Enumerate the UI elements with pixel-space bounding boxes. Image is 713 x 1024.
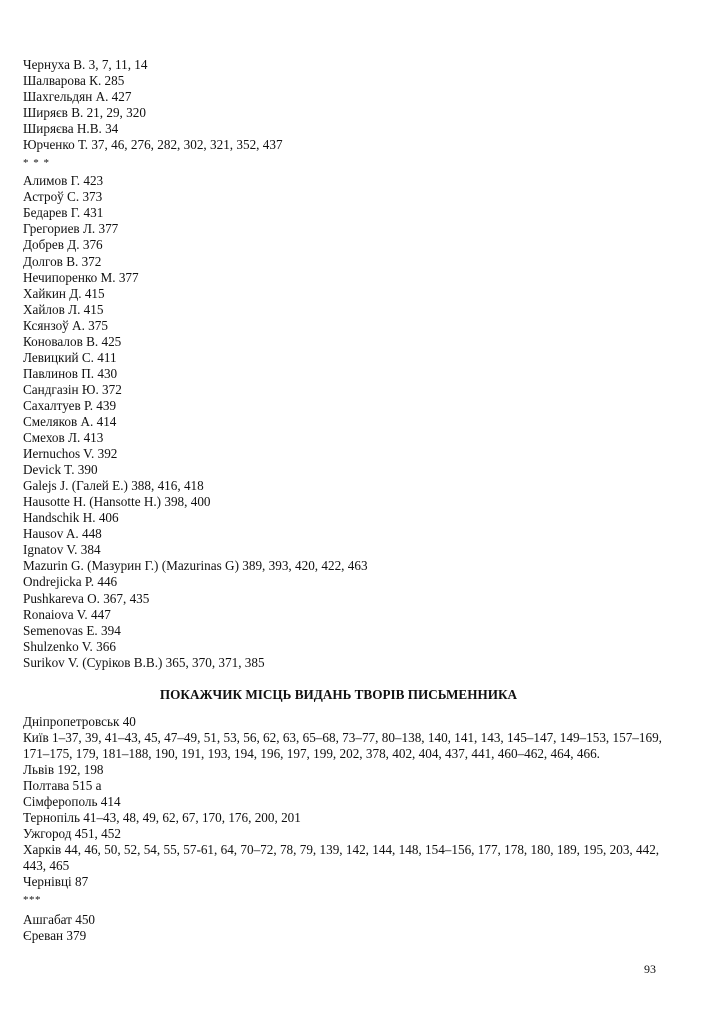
place-entry: Харків 44, 46, 50, 52, 54, 55, 57-61, 64, 70–72, 78, 79, 139, 142, 144, 148, 154–156, 177, 178, 180, 189, 195, 203, 442, 443, 465 (23, 842, 660, 874)
index-entry: Сандгазін Ю. 372 (23, 381, 122, 397)
index-entry: Чернуха В. 3, 7, 11, 14 (23, 57, 148, 72)
index-entry: Ronaiova V. 447 (23, 606, 111, 622)
index-entry: Ширяєв В. 21, 29, 320 (23, 105, 146, 121)
index-entry: Иernuchos V. 392 (23, 446, 118, 462)
index-entry: Хайлов Л. 415 (23, 301, 104, 317)
index-entry: Добрев Д. 376 (23, 237, 103, 253)
index-entry: Хайкин Д. 415 (23, 285, 105, 301)
page-number: 93 (644, 962, 656, 976)
places-list-b (23, 912, 663, 944)
index-entry: Pushkareva O. 367, 435 (23, 590, 150, 606)
index-entry: Коновалов В. 425 (23, 333, 122, 349)
index-entry: Шахгельдян А. 427 (23, 89, 132, 105)
index-entry: Handschik H. 406 (23, 510, 119, 526)
index-entry: Смехов Л. 413 (23, 430, 104, 446)
section-separator: *** (23, 894, 41, 907)
index-entry: Ксянзоў А. 375 (23, 317, 108, 333)
index-entry: Shulzenko V. 366 (23, 638, 116, 654)
index-entry: Астроў С. 373 (23, 189, 103, 205)
index-entry: Юрченко Т. 37, 46, 276, 282, 302, 321, 352, 437 (23, 137, 283, 153)
names-list-b (23, 173, 663, 670)
place-entry: Львів 192, 198 (23, 761, 104, 777)
index-entry: Шалварова К. 285 (23, 73, 125, 89)
index-entry: Surikov V. (Суріков В.В.) 365, 370, 371, 385 (23, 654, 265, 670)
index-entry: Грегориев Л. 377 (23, 221, 119, 237)
index-entry: Нечипоренко М. 377 (23, 269, 139, 285)
index-entry: Ignatov V. 384 (23, 542, 101, 558)
index-entry: Ширяєва Н.В. 34 (23, 121, 119, 137)
names-list-a (23, 57, 663, 153)
section-heading: ПОКАЖЧИК МІСЦЬ ВИДАНЬ ТВОРІВ ПИСЬМЕННИКА (159, 686, 518, 702)
index-entry: Semenovas E. 394 (23, 622, 121, 638)
index-entry: Mazurin G. (Мазурин Г.) (Mazurinas G) 389, 393, 420, 422, 463 (23, 558, 368, 574)
index-entry: Hausotte H. (Hansotte H.) 398, 400 (23, 494, 211, 510)
index-entry: Левицкий С. 411 (23, 349, 117, 365)
index-entry: Смеляков А. 414 (23, 413, 117, 429)
place-entry: Ашгабат 450 (23, 912, 96, 928)
places-list (23, 714, 663, 891)
place-entry: Чернівці 87 (23, 874, 89, 890)
section-separator: * * * (23, 157, 50, 170)
index-page (23, 57, 663, 944)
place-entry: Дніпропетровськ 40 (23, 713, 136, 729)
index-entry: Devick T. 390 (23, 462, 98, 478)
index-entry: Galejs J. (Галей Е.) 388, 416, 418 (23, 478, 204, 494)
index-entry: Павлинов П. 430 (23, 365, 118, 381)
index-entry: Алимов Г. 423 (23, 173, 104, 189)
place-entry: Полтава 515 а (23, 777, 102, 793)
index-entry: Бедарев Г. 431 (23, 205, 104, 221)
index-entry: Сахалтуев Р. 439 (23, 397, 117, 413)
index-entry: Ondrejicka P. 446 (23, 574, 118, 590)
index-entry: Hausov A. 448 (23, 526, 102, 542)
place-entry: Київ 1–37, 39, 41–43, 45, 47–49, 51, 53, 56, 62, 63, 65–68, 73–77, 80–138, 140, 141, 143, 145–147, 149–153, 157–169, 171–175, 179, 181–188, 190, 191, 193, 194, 196, 197, 199, 202, 378, 402, 404, 437, 441, 460–462, 464, 466. (23, 729, 662, 761)
place-entry: Ужгород 451, 452 (23, 826, 121, 842)
place-entry: Сімферополь 414 (23, 793, 121, 809)
place-entry: Єреван 379 (23, 928, 87, 944)
place-entry: Тернопіль 41–43, 48, 49, 62, 67, 170, 176, 200, 201 (23, 810, 301, 826)
index-entry: Долгов В. 372 (23, 253, 102, 269)
